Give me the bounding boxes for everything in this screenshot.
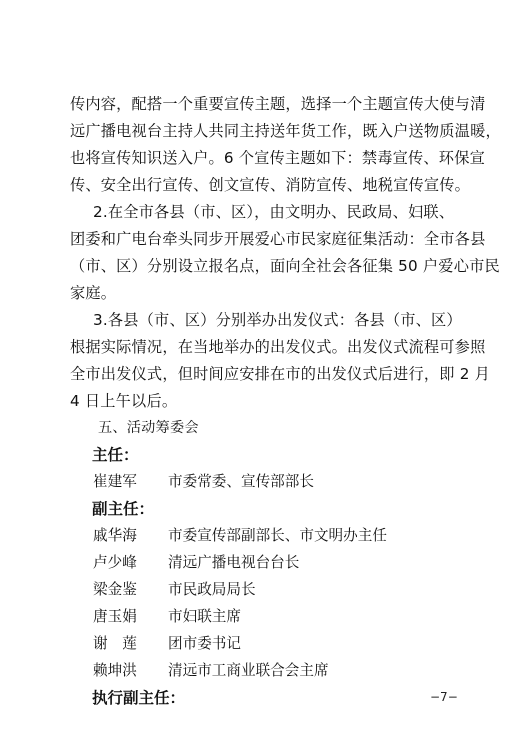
executive-deputy-heading: 执行副主任： xyxy=(92,689,186,707)
deputy-row-5 xyxy=(93,634,423,654)
deputy-name-1: 戚华海 xyxy=(93,527,137,544)
deputy-name-6: 赖坤洪 xyxy=(93,662,137,679)
paragraph-2-line-2: 团委和广电台牵头同步开展爱心市民家庭征集活动：全市各县 xyxy=(70,230,486,248)
page-number: −7− xyxy=(430,690,458,704)
paragraph-2-line-3: （市、区）分别设立报名点，面向全社会各征集 50 户爱心市民 xyxy=(70,257,500,275)
deputy-row-6 xyxy=(93,661,423,681)
deputy-role-2: 清远广播电视台台长 xyxy=(168,554,300,571)
deputy-name-2: 卢少峰 xyxy=(93,554,137,571)
deputy-row-1 xyxy=(93,526,423,546)
paragraph-3-line-2: 根据实际情况，在当地举办的出发仪式。出发仪式流程可参照 xyxy=(70,338,486,356)
paragraph-3-line-1: 3.各县（市、区）分别举办出发仪式：各县（市、区） xyxy=(93,311,462,329)
paragraph-1-line-3: 也将宣传知识送入户。6 个宣传主题如下：禁毒宣传、环保宣 xyxy=(70,149,485,167)
director-heading: 主任： xyxy=(92,446,139,464)
deputy-row-2 xyxy=(93,553,423,573)
deputy-role-6: 清远市工商业联合会主席 xyxy=(168,662,329,679)
paragraph-1-line-1: 传内容，配搭一个重要宣传主题，选择一个主题宣传大使与清 xyxy=(70,95,486,113)
deputy-role-5: 团市委书记 xyxy=(168,635,241,652)
section-title: 五、活动筹委会 xyxy=(98,420,199,436)
deputy-name-4: 唐玉娟 xyxy=(93,608,137,625)
deputy-name-5: 谢 莲 xyxy=(93,635,137,652)
paragraph-1-line-2: 远广播电视台主持人共同主持送年货工作，既入户送物质温暖， xyxy=(70,122,501,140)
director-row xyxy=(93,472,423,492)
paragraph-3-line-3: 全市出发仪式，但时间应安排在市的出发仪式后进行，即 2 月 xyxy=(70,365,490,383)
deputy-role-4: 市妇联主席 xyxy=(168,608,241,625)
paragraph-2-line-1: 2.在全市各县（市、区），由文明办、民政局、妇联、 xyxy=(93,203,455,221)
deputy-role-1: 市委宣传部副部长、市文明办主任 xyxy=(168,527,387,544)
deputy-row-3 xyxy=(93,580,423,600)
deputy-row-4 xyxy=(93,607,423,627)
paragraph-1-line-4: 传、安全出行宣传、创文宣传、消防宣传、地税宣传宣传。 xyxy=(70,176,471,194)
director-role: 市委常委、宣传部部长 xyxy=(168,473,314,490)
paragraph-3-line-4: 4 日上午以后。 xyxy=(70,392,178,410)
deputy-name-3: 梁金鉴 xyxy=(93,581,137,598)
paragraph-2-line-4: 家庭。 xyxy=(70,284,117,302)
deputy-heading: 副主任： xyxy=(92,500,155,518)
deputy-role-3: 市民政局局长 xyxy=(168,581,256,598)
director-name: 崔建军 xyxy=(93,473,137,490)
